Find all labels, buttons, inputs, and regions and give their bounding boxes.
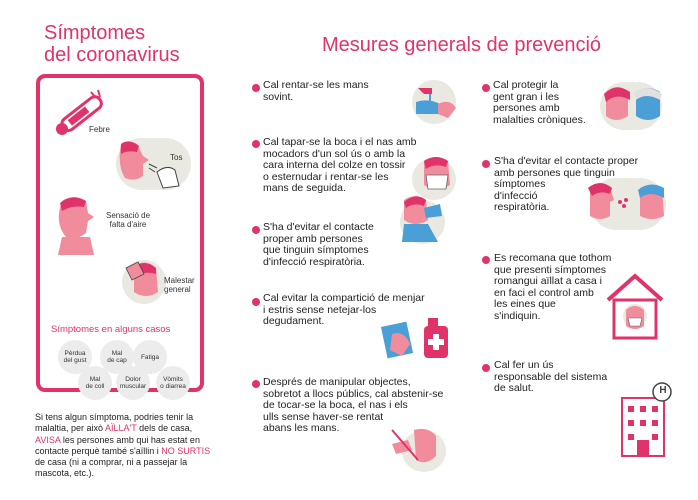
bullet <box>252 298 260 306</box>
bullet <box>252 84 260 92</box>
measure-cover-mouth: Cal tapar-se la boca i el nas amb mocadors d'un sol ús o amb la cara interna del colze en tossir o esternudar i rentar-se les mans de seguida. <box>263 136 417 195</box>
symptom-taste-chip: Pèrdua del gust <box>58 340 92 374</box>
measure-avoid-contact: S'ha d'evitar el contacte proper amb persones que tinguin símptomes d'infecció respiratòria. <box>263 221 374 268</box>
malaise-person-icon <box>120 258 170 306</box>
elbow-cough-icon <box>398 194 448 244</box>
hospital-sign-letter: H <box>659 385 667 396</box>
isolation-instructions: Si tens algun símptoma, podries tenir la malaltia, per això AÏLLA'T dels de casa, AVISA les persones amb qui has estat en contacte perquè també s'aïllin i NO SURTIS de casa (ni a comprar, ni a passejar la mascota, etc.). <box>35 412 211 479</box>
symptom-fatigue-chip: Fatiga <box>133 340 167 374</box>
cleaning-icon <box>384 318 454 364</box>
home-isolation-icon <box>604 270 666 342</box>
symptom-cough-label: Tos <box>170 153 183 162</box>
bullet <box>252 140 260 148</box>
bullet <box>482 84 490 92</box>
symptom-fever-label: Febre <box>89 125 110 134</box>
tissue-sneeze-icon <box>414 155 458 199</box>
symptom-headache-chip: Mal de cap <box>100 340 134 374</box>
symptom-vomit-chip: Vòmits o diarrea <box>156 366 190 400</box>
measure-no-touch-face: Després de manipular objectes, sobretot a llocs públics, cal abstenir-se de tocar-se la boca, el nas i els ulls sense haver-se rentat abans les mans. <box>263 376 444 435</box>
cough-person-icon <box>113 142 193 192</box>
measure-no-sharing: Cal evitar la compartició de menjar i estris sense netejar-los degudament. <box>263 292 425 328</box>
measure-avoid-contact-2: S'ha d'evitar el contacte proper amb persones que tinguin símptomes d'infecció respiratòria. <box>494 155 639 214</box>
symptoms-title: Símptomes del coronavirus <box>44 22 180 66</box>
distance-people-icon <box>584 180 670 230</box>
measure-responsible-health: Cal fer un ús responsable del sistema de salut. <box>494 359 608 395</box>
measure-wash-hands: Cal rentar-se les mans sovint. <box>263 79 369 103</box>
no-touch-face-icon <box>388 426 444 472</box>
bullet <box>482 256 490 264</box>
some-cases-title: Símptomes en alguns casos <box>51 324 171 335</box>
measure-stay-home: Es recomana que tothom que presenti símptomes romangui aïllat a casa i en faci el control amb les eines que s'indiquin. <box>494 252 612 322</box>
prevention-title: Mesures generals de prevenció <box>322 34 602 56</box>
breath-person-icon <box>50 193 110 255</box>
elderly-couple-icon <box>600 82 666 132</box>
thermometer-icon <box>46 88 116 143</box>
symptom-muscle-chip: Dolor muscular <box>116 366 150 400</box>
bullet <box>252 380 260 388</box>
bullet <box>482 160 490 168</box>
hand-wash-icon <box>412 84 462 124</box>
bullet <box>482 364 490 372</box>
symptom-malaise-label: Malestar general <box>164 276 195 294</box>
bullet <box>252 226 260 234</box>
measure-protect-elderly: Cal protegir la gent gran i les persones amb malalties cròniques. <box>493 79 586 126</box>
symptom-breath-label: Sensació de falta d'aire <box>106 211 151 229</box>
symptom-throat-chip: Mal de coll <box>78 366 112 400</box>
